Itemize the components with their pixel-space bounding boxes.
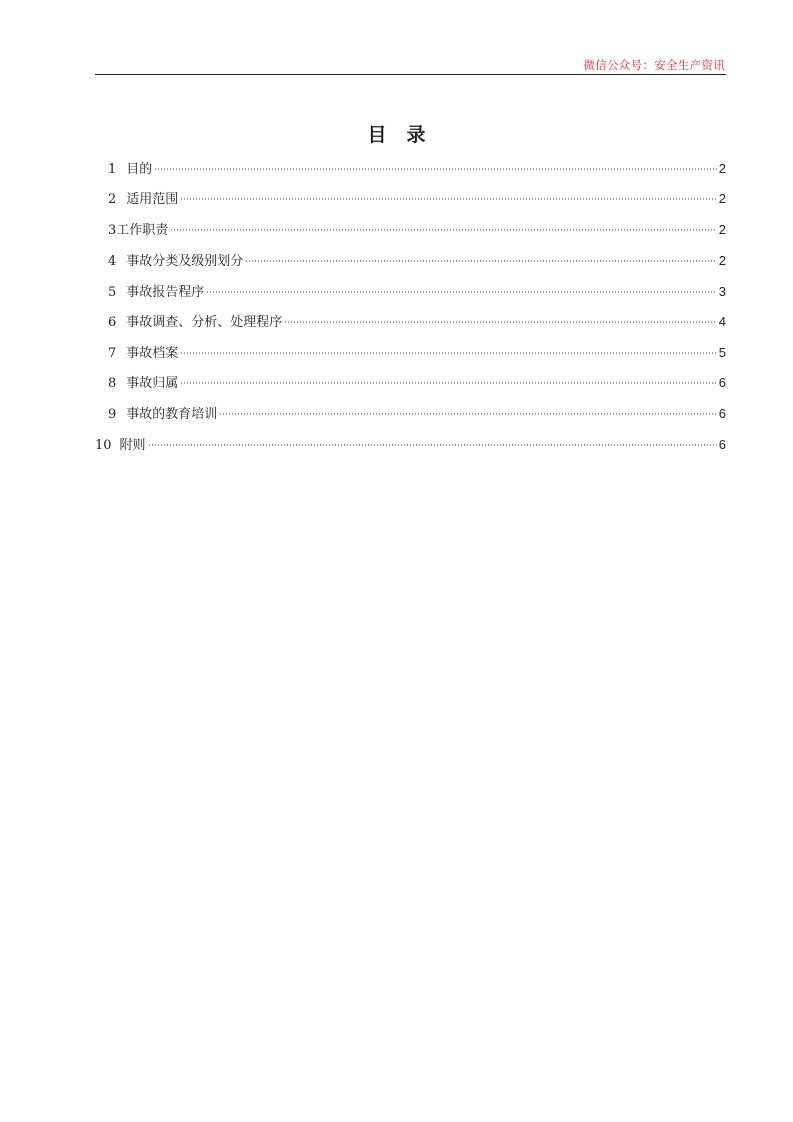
toc-entry-number: 7: [108, 346, 117, 361]
toc-entry[interactable]: [108, 403, 726, 423]
toc-dot-leader: [206, 291, 716, 293]
toc-entry[interactable]: [95, 434, 726, 454]
header-source-text: 微信公众号：安全生产资讯: [583, 58, 725, 72]
toc-entry-page: 2: [718, 222, 726, 237]
toc-entry-label: 事故归属: [126, 376, 179, 391]
toc-entry-number: 5: [108, 285, 117, 300]
toc-dot-leader: [284, 321, 716, 323]
toc-entry-number: 8: [108, 376, 117, 391]
header-divider: [95, 74, 726, 75]
toc-entry-number: 4: [108, 254, 117, 269]
toc-entry-page: 6: [718, 375, 726, 390]
toc-dot-leader: [245, 260, 716, 262]
toc-entry-page: 2: [718, 191, 726, 206]
toc-entry-label: 事故的教育培训: [126, 407, 218, 422]
toc-entry[interactable]: [108, 250, 726, 270]
toc-entry-label: 事故分类及级别划分: [126, 254, 244, 269]
toc-entry-label: 附则: [119, 438, 146, 453]
toc-entry-number: 1: [108, 162, 117, 177]
toc-dot-leader: [219, 413, 716, 415]
toc-entry-label: 事故报告程序: [126, 285, 205, 300]
toc-dot-leader: [170, 229, 716, 231]
toc-entry-page: 2: [718, 253, 726, 268]
toc-dot-leader: [148, 444, 717, 446]
toc-entry-number: 10: [95, 438, 112, 453]
toc-entry[interactable]: [108, 188, 726, 208]
toc-entry-label: 适用范围: [126, 192, 179, 207]
toc-dot-leader: [180, 382, 716, 384]
toc-entry[interactable]: [108, 372, 726, 392]
toc-entry-page: 6: [718, 406, 726, 421]
toc-entry-label: 事故调查、分析、处理程序: [126, 315, 283, 330]
toc-entry[interactable]: [108, 311, 726, 331]
toc-title-part2: 录: [406, 124, 426, 146]
toc-entry[interactable]: [108, 281, 726, 301]
toc-entry-number: 3: [108, 223, 117, 238]
toc-title: [0, 120, 793, 147]
toc-entry[interactable]: [108, 342, 726, 362]
toc-entry-number: 2: [108, 192, 117, 207]
toc-entry-page: 6: [718, 437, 726, 452]
toc-entry-label: 工作职责: [116, 223, 169, 238]
toc-entry-label: 事故档案: [126, 346, 179, 361]
toc-entry-page: 2: [718, 161, 726, 176]
toc-entry-page: 4: [718, 314, 726, 329]
toc-entry-page: 3: [718, 284, 726, 299]
toc-entry[interactable]: [108, 219, 726, 239]
toc-dot-leader: [154, 168, 716, 170]
toc-entry[interactable]: [108, 158, 726, 178]
toc-entry-number: 9: [108, 407, 117, 422]
toc-title-part1: 目: [367, 124, 387, 146]
toc-dot-leader: [180, 198, 716, 200]
toc-dot-leader: [180, 352, 716, 354]
toc-entry-number: 6: [108, 315, 117, 330]
toc-entry-label: 目的: [126, 162, 153, 177]
toc-entry-page: 5: [718, 345, 726, 360]
